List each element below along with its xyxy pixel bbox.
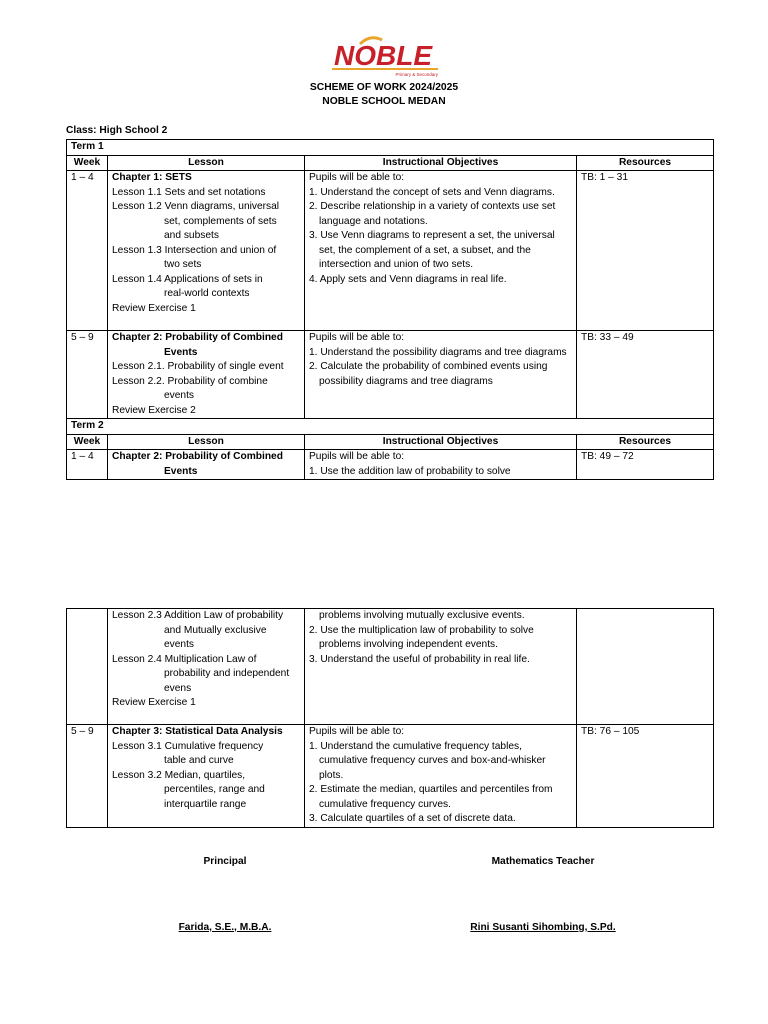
chapter-title-cont: Events	[164, 346, 198, 358]
lesson-cell	[108, 450, 305, 480]
lesson-line: Lesson 2.3 Addition Law of probability	[112, 610, 284, 621]
svg-text:Primary & Secondary: Primary & Secondary	[395, 72, 438, 77]
lesson-line: Lesson 3.1 Cumulative frequency	[112, 740, 264, 752]
chapter-title: Chapter 2: Probability of Combined	[112, 332, 283, 343]
objective-item: 1. Use the addition law of probability to solve	[309, 465, 511, 477]
col-resources: Resources	[577, 434, 714, 450]
svg-text:NOBLE: NOBLE	[334, 40, 432, 71]
objective-item: 2. Calculate the probability of combined events using possibility diagrams and tree diagrams	[309, 361, 548, 387]
lesson-line: table and curve	[164, 755, 234, 766]
lesson-line: Review Exercise 2	[112, 404, 196, 416]
lesson-line: Lesson 1.4 Applications of sets in	[112, 273, 263, 285]
resources-cell: TB: 33 – 49	[577, 331, 714, 419]
lesson-line: percentiles, range and	[164, 784, 265, 795]
lesson-line: set, complements of sets	[164, 215, 277, 227]
resources-cell	[577, 609, 714, 725]
teacher-label: Mathematics Teacher	[491, 856, 595, 867]
week-cell: 1 – 4	[67, 450, 108, 480]
noble-logo	[330, 32, 442, 78]
resources-cell: TB: 76 – 105	[577, 725, 714, 828]
lesson-line: Lesson 2.4 Multiplication Law of	[112, 653, 257, 665]
lesson-line: interquartile range	[164, 798, 247, 810]
objectives-cell	[305, 450, 577, 480]
lesson-cell	[108, 725, 305, 828]
objectives-cell	[305, 609, 577, 725]
objective-item: 3. Use Venn diagrams to represent a set, the universal set, the complement of a set, a subset, and the intersection and union of two sets.	[309, 230, 555, 270]
lesson-line: Review Exercise 1	[112, 302, 196, 314]
chapter-title-cont: Events	[164, 465, 198, 477]
table-row	[67, 171, 714, 331]
principal-name: Farida, S.E., M.B.A.	[178, 922, 272, 933]
table-row	[67, 725, 714, 828]
lesson-line: events	[164, 390, 195, 401]
lesson-line: probability and independent	[164, 668, 290, 679]
objectives-cell	[305, 171, 577, 331]
objective-item: 2. Describe relationship in a variety of contexts use set language and notations.	[309, 201, 556, 227]
objective-item: 1. Understand the possibility diagrams and tree diagrams	[309, 346, 567, 358]
lesson-line: events	[164, 639, 195, 650]
week-cell: 1 – 4	[67, 171, 108, 331]
objective-item: 3. Calculate quartiles of a set of discrete data.	[309, 813, 516, 824]
objective-item: 2. Use the multiplication law of probability to solve problems involving independent events.	[309, 624, 534, 650]
objective-item: 1. Understand the concept of sets and Venn diagrams.	[309, 186, 555, 198]
objectives-intro: Pupils will be able to:	[309, 451, 405, 462]
week-cell: 5 – 9	[67, 331, 108, 419]
lesson-line: Lesson 1.3 Intersection and union of	[112, 244, 277, 256]
objectives-intro: Pupils will be able to:	[309, 172, 405, 183]
table-row	[67, 450, 714, 480]
resources-cell: TB: 49 – 72	[577, 450, 714, 480]
document-title: SCHEME OF WORK 2024/2025	[309, 82, 459, 93]
lesson-line: Review Exercise 1	[112, 697, 196, 708]
objective-item: 4. Apply sets and Venn diagrams in real life.	[309, 273, 507, 285]
col-objectives: Instructional Objectives	[305, 434, 577, 450]
lesson-line: and subsets	[164, 230, 219, 241]
chapter-title: Chapter 2: Probability of Combined	[112, 451, 283, 462]
lesson-line: Lesson 1.1 Sets and set notations	[112, 186, 266, 198]
col-objectives: Instructional Objectives	[305, 155, 577, 171]
lesson-cell	[108, 331, 305, 419]
lesson-line: and Mutually exclusive	[164, 624, 267, 636]
col-lesson: Lesson	[108, 155, 305, 171]
lesson-cell	[108, 171, 305, 331]
scheme-table-term2-cont	[66, 608, 714, 828]
table-row	[67, 331, 714, 419]
lesson-line: Lesson 3.2 Median, quartiles,	[112, 769, 246, 781]
lesson-line: real-world contexts	[164, 288, 250, 299]
week-cell	[67, 609, 108, 725]
objectives-intro: Pupils will be able to:	[309, 726, 405, 737]
objectives-intro: Pupils will be able to:	[309, 332, 405, 343]
class-label: Class: High School 2	[66, 125, 168, 136]
lesson-line: Lesson 2.1. Probability of single event	[112, 361, 284, 372]
principal-label: Principal	[203, 856, 247, 867]
lesson-line: Lesson 1.2 Venn diagrams, universal	[112, 201, 280, 212]
col-week: Week	[67, 434, 108, 450]
lesson-cell	[108, 609, 305, 725]
lesson-line: two sets	[164, 259, 202, 270]
objective-item: 1. Understand the cumulative frequency tables, cumulative frequency curves and box-and-whisker plots.	[309, 740, 546, 781]
col-lesson: Lesson	[108, 434, 305, 450]
teacher-name: Rini Susanti Sihombing, S.Pd.	[470, 922, 616, 933]
resources-cell: TB: 1 – 31	[577, 171, 714, 331]
week-cell: 5 – 9	[67, 725, 108, 828]
term-1-label: Term 1	[67, 140, 714, 156]
objective-item: problems involving mutually exclusive events.	[319, 610, 525, 621]
lesson-line: Lesson 2.2. Probability of combine	[112, 375, 268, 387]
table-row	[67, 609, 714, 725]
objective-item: 2. Estimate the median, quartiles and percentiles from cumulative frequency curves.	[309, 784, 553, 810]
school-name: NOBLE SCHOOL MEDAN	[322, 96, 446, 107]
chapter-title: Chapter 3: Statistical Data Analysis	[112, 726, 283, 737]
lesson-line: evens	[164, 682, 192, 694]
objectives-cell	[305, 725, 577, 828]
objectives-cell	[305, 331, 577, 419]
objective-item: 3. Understand the useful of probability in real life.	[309, 653, 530, 665]
col-resources: Resources	[577, 155, 714, 171]
col-week: Week	[67, 155, 108, 171]
chapter-title: Chapter 1: SETS	[112, 172, 192, 183]
scheme-table-term1	[66, 139, 714, 480]
term-2-label: Term 2	[67, 419, 714, 435]
